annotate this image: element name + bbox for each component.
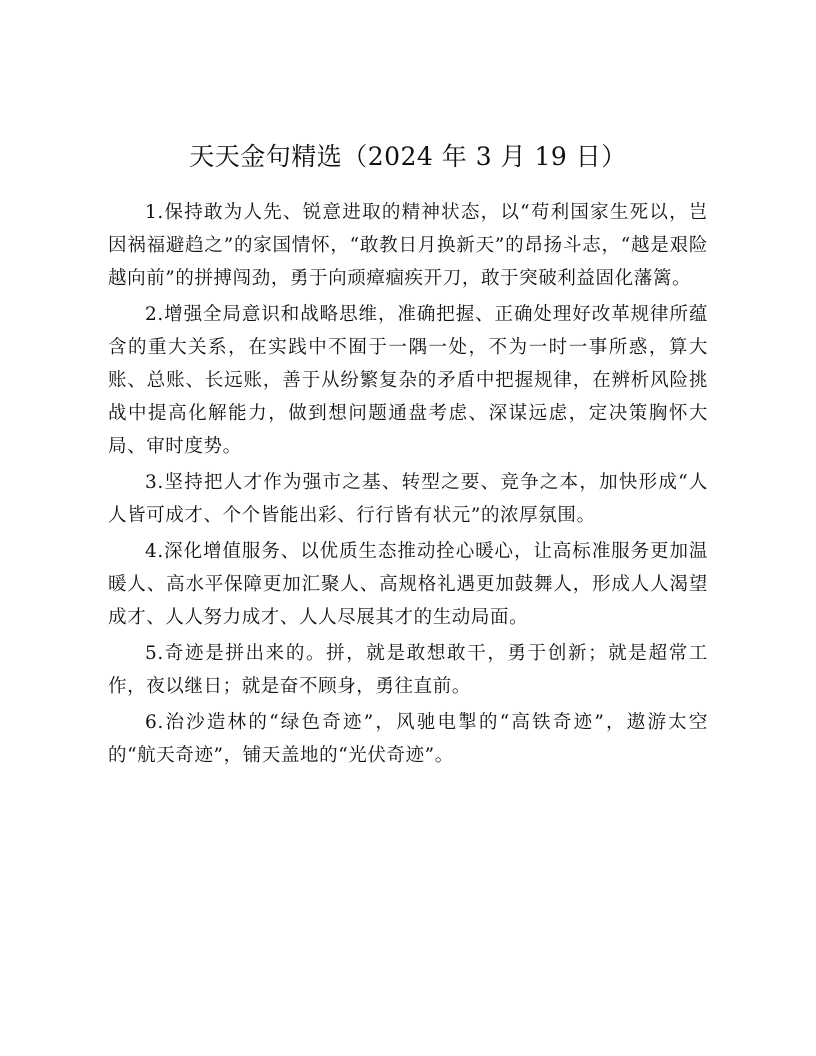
paragraph-2: 2.增强全局意识和战略思维，准确把握、正确处理好改革规律所蕴含的重大关系，在实践中不囿于一隅一处，不为一时一事所惑，算大账、总账、长远账，善于从纷繁复杂的矛盾中把握规律，在辨析风险挑战中提高化解能力，做到想问题通盘考虑、深谋远虑，定决策胸怀大局、审时度势。 xyxy=(108,304,708,457)
paragraph-5: 5.奇迹是拼出来的。拼，就是敢想敢干，勇于创新；就是超常工作，夜以继日；就是奋不顾身，勇往直前。 xyxy=(108,643,708,697)
document-title: 天天金句精选（2024 年 3 月 19 日） xyxy=(189,142,627,171)
paragraph-4: 4.深化增值服务、以优质生态推动拴心暖心，让高标准服务更加温暖人、高水平保障更加汇聚人、高规格礼遇更加鼓舞人，形成人人渴望成才、人人努力成才、人人尽展其才的生动局面。 xyxy=(108,541,708,628)
paragraph-3: 3.坚持把人才作为强市之基、转型之要、竞争之本，加快形成“人人皆可成才、个个皆能出彩、行行皆有状元”的浓厚氛围。 xyxy=(108,472,708,526)
document-page xyxy=(108,140,708,775)
paragraph-1: 1.保持敢为人先、锐意进取的精神状态，以“苟利国家生死以，岂因祸福避趋之”的家国情怀，“敢教日月换新天”的昂扬斗志，“越是艰险越向前”的拼搏闯劲，勇于向顽瘴痼疾开刀，敢于突破利益固化藩篱。 xyxy=(108,202,708,289)
paragraph-6: 6.治沙造林的“绿色奇迹”，风驰电掣的“高铁奇迹”，遨游太空的“航天奇迹”，铺天盖地的“光伏奇迹”。 xyxy=(108,712,708,766)
